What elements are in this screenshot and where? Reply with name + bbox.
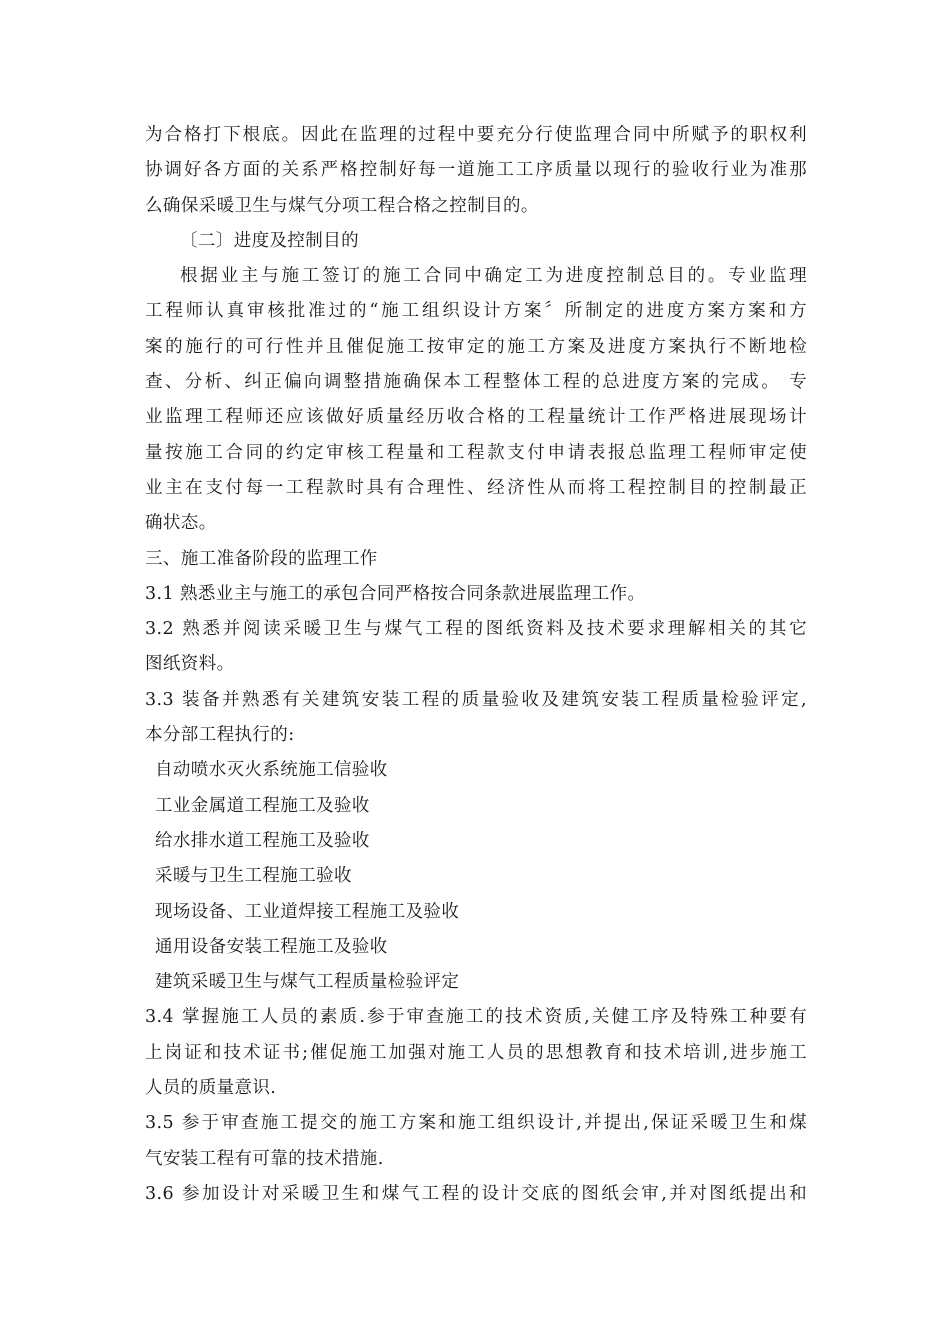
text-line: 查、分析、纠正偏向调整措施确保本工程整体工程的总进度方案的完成。 专 (145, 372, 807, 393)
text-line: 业主在支付每一工程款时具有合理性、经济性从而将工程控制目的控制最正 (145, 477, 807, 498)
text-line: 么确保采暖卫生与煤气分项工程合格之控制目的。 (145, 195, 539, 216)
text-line: 根据业主与施工签订的施工合同中确定工为进度控制总目的。专业监理 (180, 266, 807, 287)
list-item: 建筑采暖卫生与煤气工程质量检验评定 (155, 972, 460, 993)
list-item: 通用设备安装工程施工及验收 (155, 936, 388, 957)
heading-text: 〔二〕进度及控制目的 (180, 230, 359, 251)
text-line: 量按施工合同的约定审核工程量和工程款支付申请表报总监理工程师审定使 (145, 442, 807, 463)
section-heading-progress (145, 224, 807, 259)
heading-text: 三、施工准备阶段的监理工作 (145, 548, 378, 569)
item-3-4 (145, 1000, 807, 1106)
item-3-1 (145, 577, 807, 612)
text-line: 3.4 掌握施工人员的素质.参于审查施工的技术资质,关健工序及特殊工种要有 (145, 1007, 807, 1028)
text-line: 为合格打下根底。因此在监理的过程中要充分行使监理合同中所赋予的职权利 (145, 125, 807, 145)
section-heading-preparation (145, 542, 807, 577)
list-item: 现场设备、工业道焊接工程施工及验收 (155, 901, 460, 922)
list-item: 自动喷水灭火系统施工信验收 (155, 760, 388, 781)
text-line: 确状态。 (145, 513, 217, 534)
document-page (145, 118, 807, 1212)
text-line: 3.1 熟悉业主与施工的承包合同严格按合同条款进展监理工作。 (145, 583, 646, 604)
text-line: 3.2 熟悉并阅读采暖卫生与煤气工程的图纸资料及技术要求理解相关的其它 (145, 619, 807, 640)
paragraph-progress-control (145, 259, 807, 541)
text-line: 3.5 参于审查施工提交的施工方案和施工组织设计,并提出,保证采暖卫生和煤 (145, 1113, 807, 1134)
text-line: 3.3 装备并熟悉有关建筑安装工程的质量验收及建筑安装工程质量检验评定, (145, 689, 807, 710)
list-item: 工业金属道工程施工及验收 (155, 795, 370, 816)
standards-list (145, 753, 807, 1000)
item-3-2 (145, 612, 807, 683)
item-3-6 (145, 1177, 807, 1212)
text-line: 案的施行的可行性并且催促施工按审定的施工方案及进度方案执行不断地检 (145, 336, 807, 357)
text-line: 本分部工程执行的: (145, 725, 295, 746)
list-item: 给水排水道工程施工及验收 (155, 830, 370, 851)
text-line: 气安装工程有可靠的技术措施. (145, 1148, 384, 1169)
text-line: 3.6 参加设计对采暖卫生和煤气工程的设计交底的图纸会审,并对图纸提出和 (145, 1183, 807, 1204)
paragraph-quality-goal (145, 118, 807, 224)
item-3-5 (145, 1106, 807, 1177)
text-line: 协调好各方面的关系严格控制好每一道施工工序质量以现行的验收行业为准那 (145, 160, 807, 181)
list-item: 采暖与卫生工程施工验收 (155, 866, 352, 887)
text-line: 人员的质量意识. (145, 1078, 277, 1099)
text-line: 工程师认真审核批准过的“施工组织设计方案〞所制定的进度方案方案和方 (145, 301, 807, 322)
text-line: 图纸资料。 (145, 654, 235, 675)
item-3-3 (145, 683, 807, 754)
text-line: 业监理工程师还应该做好质量经历收合格的工程量统计工作严格进展现场计 (145, 407, 807, 428)
text-line: 上岗证和技术证书;催促施工加强对施工人员的思想教育和技术培训,进步施工 (145, 1042, 807, 1063)
